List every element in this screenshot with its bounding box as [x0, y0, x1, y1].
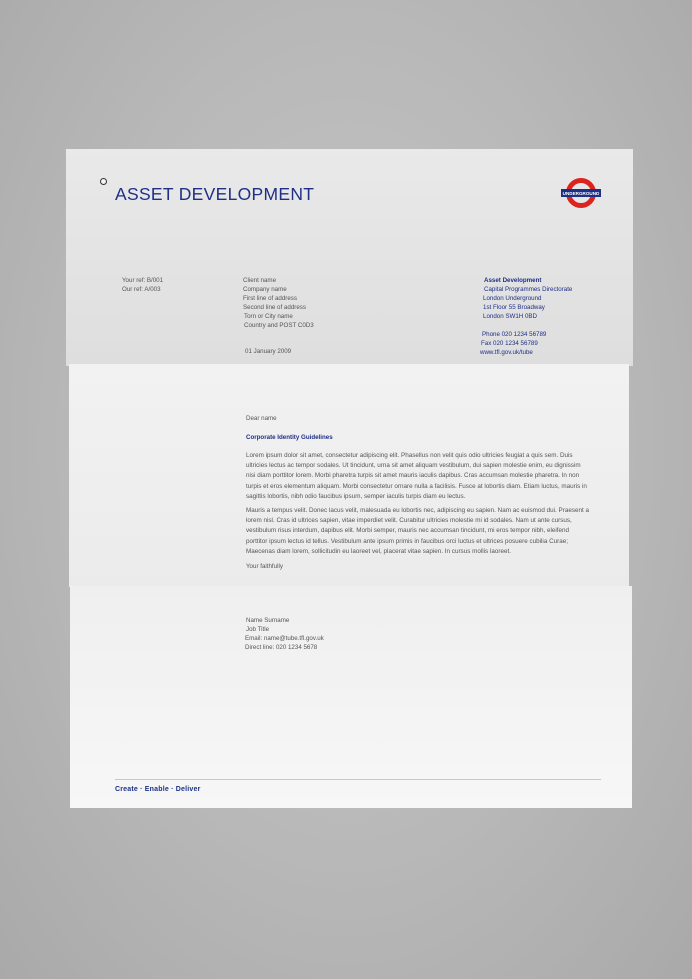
footer-tagline: Create · Enable · Deliver: [115, 786, 201, 793]
punch-hole-icon: [100, 178, 107, 185]
sender-fax: Fax 020 1234 56789: [481, 340, 538, 347]
sender-website: www.tfl.gov.uk/tube: [480, 349, 533, 356]
svg-text:UNDERGROUND: UNDERGROUND: [562, 190, 600, 196]
closing-line: Your faithfully: [246, 563, 283, 570]
our-reference: Our ref: A/003: [122, 286, 161, 293]
letter-subject: Corporate Identity Guidelines: [246, 434, 333, 441]
signature-name: Name Surname: [246, 617, 290, 624]
letter-bottom-panel: [70, 586, 632, 808]
body-paragraph: Lorem ipsum dolor sit amet, consectetur adipiscing elit. Phasellus non velit quis odio ultricies feugiat a quis sem. Duis ultricies lectus ac tempor sodales. Ut tincidunt, urna sit amet aliquam vestibulum, dui sapien molestie enim, eu dignissim nisi diam porttitor lorem. Morbi pharetra turpis sit amet mauris iaculis dapibus. Cras accumsan molestie pharetra. In non turpis et eros elementum aliquam. Morbi consectetur ornare nulla a facilisis. Fusce at lobortis diam. Etiam luctus, mauris in sagittis lobortis, nibh odio faucibus ipsum, semper iaculis turpis diam eu lectus.: [246, 452, 587, 500]
sender-address-line: London Underground: [483, 295, 542, 302]
recipient-line: Torn or City name: [244, 313, 293, 320]
underground-roundel-logo: [560, 177, 602, 209]
signature-job-title: Job Title: [246, 626, 270, 633]
your-reference: Your ref: B/001: [122, 277, 164, 284]
signature-direct-line: Direct line: 020 1234 5678: [245, 644, 318, 651]
salutation: Dear name: [246, 415, 277, 422]
sender-name: Asset Development: [484, 277, 542, 284]
body-paragraph: Mauris a tempus velit. Donec lacus velit, malesuada eu lobortis nec, adipiscing eu sapien. Nam ac euismod dui. Praesent a lorem nisl. Cras id ultrices sapien, vitae imperdiet velit. Curabitur ultricies molestie mi id sodales. Nam ut ante cursus, vestibulum risus interdum, dapibus elit. Morbi semper, mauris nec accumsan tincidunt, mi eros tempor nibh, eleifend porttitor ipsum lectus id tellus. Vestibulum ante ipsum primis in faucibus orci luctus et ultrices posuere cubilia Curae; Maecenas diam lorem, sollicitudin eu laoreet vel, placerat vitae sapien. In cursus mollis laoreet.: [246, 507, 590, 555]
recipient-line: Country and POST C0D3: [244, 322, 314, 329]
sender-phone: Phone 020 1234 56789: [482, 331, 547, 338]
recipient-line: Company name: [243, 286, 287, 293]
page-title: ASSET DEVELOPMENT: [115, 184, 315, 204]
sender-address-line: London SW1H 0BD: [483, 313, 537, 320]
recipient-line: Second line of address: [243, 304, 306, 311]
recipient-line: First line of address: [243, 295, 297, 302]
letter-date: 01 January 2009: [245, 348, 292, 355]
recipient-line: Client name: [243, 277, 277, 284]
footer-divider: [115, 779, 601, 780]
signature-email: Email: name@tube.tfl.gov.uk: [245, 635, 324, 642]
letter-top-panel: [66, 149, 633, 366]
sender-address-line: Capital Programmes Directorate: [484, 286, 573, 293]
sender-address-line: 1st Floor 55 Broadway: [483, 304, 545, 311]
